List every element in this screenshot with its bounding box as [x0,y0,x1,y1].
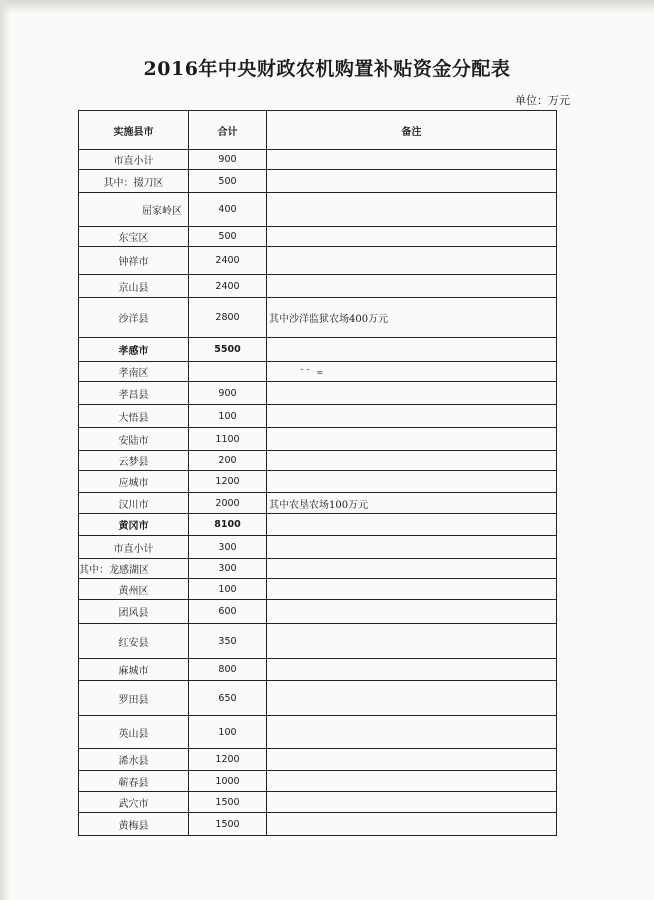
cell-county: 安陆市 [79,428,189,451]
cell-note [267,451,557,471]
cell-county: 其中：掇刀区 [79,170,189,193]
cell-county: 钟祥市 [79,247,189,275]
cell-total: 350 [189,624,267,659]
cell-total: 500 [189,170,267,193]
cell-total: 2400 [189,275,267,298]
cell-county: 孝南区 [79,362,189,382]
cell-total: 650 [189,681,267,716]
cell-note [267,681,557,716]
cell-total: 5500 [189,338,267,362]
cell-note [267,227,557,247]
table-row [79,624,557,659]
cell-note [267,792,557,813]
table-row [79,681,557,716]
table-row [79,275,557,298]
table-row [79,813,557,836]
cell-county: 孝感市 [79,338,189,362]
cell-total: 400 [189,193,267,227]
cell-total: 900 [189,150,267,170]
cell-note [267,579,557,600]
cell-note: 其中沙洋监狱农场400万元 [267,298,557,338]
cell-note [267,600,557,624]
cell-total: 300 [189,559,267,579]
cell-county: 沙洋县 [79,298,189,338]
cell-note [267,659,557,681]
table-row [79,170,557,193]
cell-total: 1500 [189,813,267,836]
cell-county: 其中：龙感湖区 [79,559,189,579]
cell-note [267,193,557,227]
cell-total: 1000 [189,771,267,792]
cell-county: 蕲春县 [79,771,189,792]
cell-county: 汉川市 [79,493,189,514]
unit-label: 单位：万元 [515,94,570,107]
table-row [79,579,557,600]
cell-note [267,771,557,792]
header-county: 实施县市 [79,111,189,150]
table-row [79,771,557,792]
table-row [79,428,557,451]
cell-note [267,275,557,298]
cell-note [267,716,557,749]
table-body [79,150,557,836]
cell-note [267,170,557,193]
cell-county: 屈家岭区 [79,193,189,227]
cell-total: 800 [189,659,267,681]
cell-total: 100 [189,579,267,600]
table-row [79,227,557,247]
cell-note [267,471,557,493]
cell-county: 京山县 [79,275,189,298]
cell-note [267,150,557,170]
table-row [79,536,557,559]
cell-county: 云梦县 [79,451,189,471]
cell-note [267,247,557,275]
cell-county: 黄梅县 [79,813,189,836]
cell-note: 其中农垦农场100万元 [267,493,557,514]
cell-total: 8100 [189,514,267,536]
cell-county: 红安县 [79,624,189,659]
header-total: 合计 [189,111,267,150]
table-row [79,150,557,170]
cell-note [267,559,557,579]
table-row [79,338,557,362]
cell-total: 1200 [189,471,267,493]
table-row [79,659,557,681]
table-row [79,600,557,624]
cell-note [267,428,557,451]
cell-note [267,338,557,362]
table-row [79,382,557,405]
cell-note [267,813,557,836]
cell-total: 2000 [189,493,267,514]
cell-total: 2800 [189,298,267,338]
cell-county: 市直小计 [79,150,189,170]
cell-total [189,362,267,382]
cell-county: 大悟县 [79,405,189,428]
pen-mark: ˘˘ ≈ [300,368,326,377]
allocation-table [78,110,557,836]
cell-total: 1100 [189,428,267,451]
table-row [79,792,557,813]
header-note: 备注 [267,111,557,150]
table-row [79,749,557,771]
cell-total: 600 [189,600,267,624]
cell-note [267,749,557,771]
table-header-row [79,111,557,150]
cell-county: 黄冈市 [79,514,189,536]
cell-county: 东宝区 [79,227,189,247]
cell-note [267,514,557,536]
cell-county: 应城市 [79,471,189,493]
cell-county: 浠水县 [79,749,189,771]
cell-county: 武穴市 [79,792,189,813]
table-row [79,193,557,227]
cell-total: 500 [189,227,267,247]
table-row [79,247,557,275]
cell-county: 团风县 [79,600,189,624]
table-row [79,559,557,579]
table-row [79,471,557,493]
cell-note [267,624,557,659]
table-row [79,451,557,471]
cell-total: 300 [189,536,267,559]
table-row [79,514,557,536]
table-row [79,716,557,749]
cell-total: 200 [189,451,267,471]
cell-note [267,405,557,428]
cell-county: 麻城市 [79,659,189,681]
cell-county: 市直小计 [79,536,189,559]
cell-county: 孝昌县 [79,382,189,405]
cell-total: 1500 [189,792,267,813]
table-row [79,405,557,428]
cell-total: 1200 [189,749,267,771]
scan-shadow-top [0,0,654,14]
cell-total: 100 [189,716,267,749]
cell-note [267,536,557,559]
cell-county: 英山县 [79,716,189,749]
cell-total: 100 [189,405,267,428]
scan-shadow-left [0,0,10,900]
cell-county: 罗田县 [79,681,189,716]
table-row [79,298,557,338]
cell-total: 2400 [189,247,267,275]
cell-total: 900 [189,382,267,405]
table-row [79,493,557,514]
cell-note [267,382,557,405]
page-title: 2016年中央财政农机购置补贴资金分配表 [143,58,511,80]
cell-county: 黄州区 [79,579,189,600]
